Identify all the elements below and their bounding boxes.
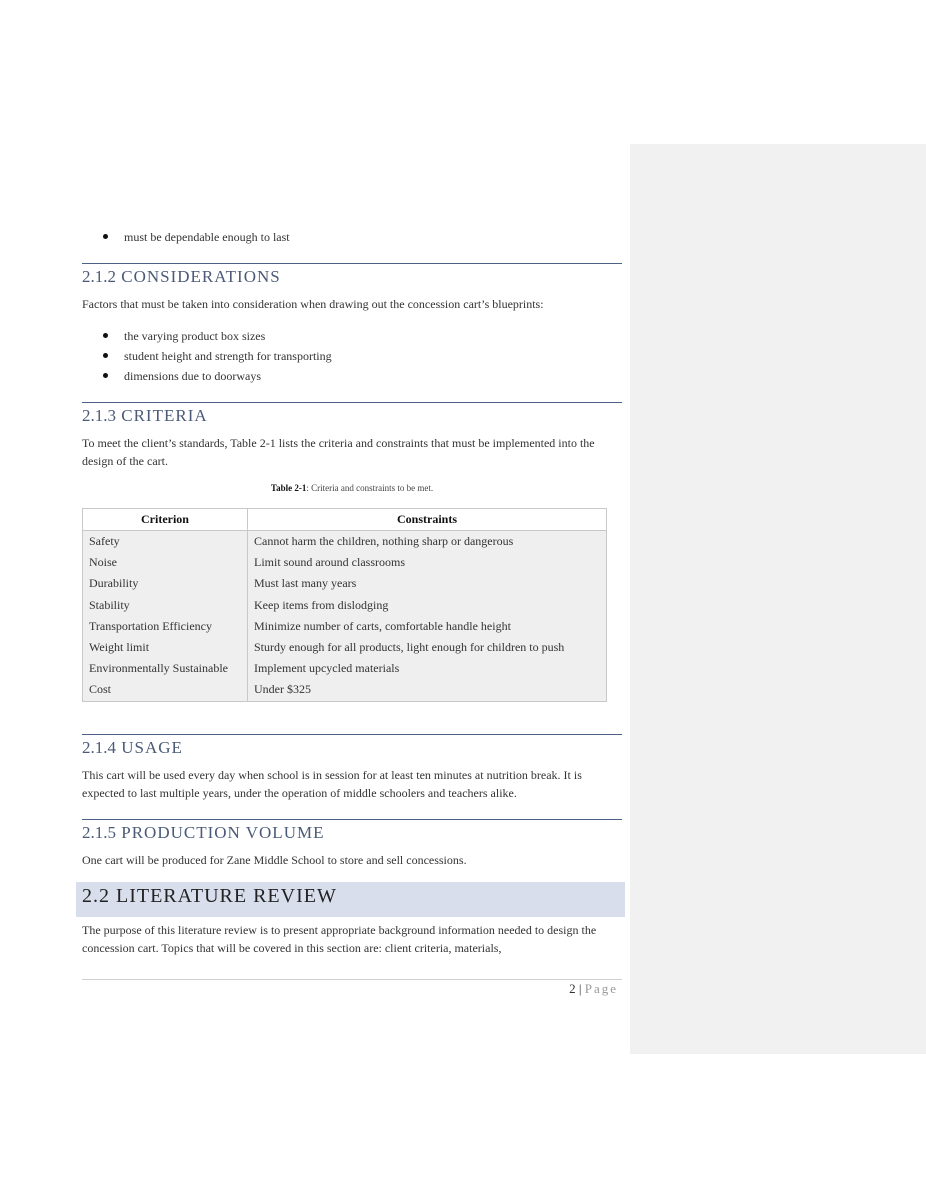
table-row — [83, 658, 607, 679]
table-row — [83, 679, 607, 701]
literature-review-paragraph: The purpose of this literature review is to present appropriate background information needed to design the concession cart. Topics that will be covered in this section are: client criteria, materials, — [82, 923, 597, 955]
criterion-cell: Noise — [83, 552, 248, 573]
list-item: dimensions due to doorways — [82, 366, 622, 386]
page-label: Page — [584, 981, 618, 996]
section-title: USAGE — [121, 738, 183, 757]
constraint-cell: Keep items from dislodging — [248, 595, 607, 616]
usage-paragraph: This cart will be used every day when school is in session for at least ten minutes at nutrition break. It is expected to last multiple years, under the operation of middle schoolers and teachers alike. — [82, 768, 582, 800]
table-row — [83, 531, 607, 553]
constraint-cell: Sturdy enough for all products, light enough for children to push — [248, 637, 607, 658]
page-footer — [569, 981, 618, 997]
criterion-cell: Weight limit — [83, 637, 248, 658]
section-number: 2.1.5 — [82, 823, 116, 842]
constraint-cell: Under $325 — [248, 679, 607, 701]
section-rule — [82, 819, 622, 820]
considerations-bullet-list — [82, 326, 622, 386]
constraint-cell: Limit sound around classrooms — [248, 552, 607, 573]
intro-bullet-list — [82, 227, 622, 247]
section-heading-criteria — [82, 406, 208, 426]
table-row — [83, 637, 607, 658]
table-row — [83, 595, 607, 616]
table-caption-label: Table 2-1 — [270, 483, 307, 493]
constraint-cell: Cannot harm the children, nothing sharp or dangerous — [248, 531, 607, 553]
section-rule — [82, 734, 622, 735]
section-heading-production-volume — [82, 823, 324, 843]
criteria-table — [82, 508, 607, 702]
criterion-cell: Transportation Efficiency — [83, 616, 248, 637]
footer-rule — [82, 979, 622, 980]
section-title: LITERATURE REVIEW — [116, 885, 337, 907]
criterion-cell: Durability — [83, 573, 248, 594]
section-heading-literature-review — [82, 885, 337, 908]
list-item: student height and strength for transporting — [82, 346, 622, 366]
footer-separator: | — [578, 981, 582, 996]
column-header-constraints: Constraints — [248, 509, 607, 531]
table-header-row — [83, 509, 607, 531]
production-volume-paragraph: One cart will be produced for Zane Middle School to store and sell concessions. — [82, 853, 467, 867]
section-heading-usage — [82, 738, 183, 758]
list-item: the varying product box sizes — [82, 326, 622, 346]
constraint-cell: Minimize number of carts, comfortable handle height — [248, 616, 607, 637]
criterion-cell: Environmentally Sustainable — [83, 658, 248, 679]
table-caption — [82, 483, 622, 493]
criteria-paragraph: To meet the client’s standards, Table 2-1 lists the criteria and constraints that must be implemented into the design of the cart. — [82, 436, 595, 468]
section-rule — [82, 263, 622, 264]
table-row — [83, 552, 607, 573]
constraint-cell: Implement upcycled materials — [248, 658, 607, 679]
section-title: CONSIDERATIONS — [121, 267, 281, 286]
criterion-cell: Stability — [83, 595, 248, 616]
criterion-cell: Cost — [83, 679, 248, 701]
table-row — [83, 573, 607, 594]
section-number: 2.1.3 — [82, 406, 116, 425]
section-number: 2.2 — [82, 885, 110, 907]
page-number: 2 — [569, 981, 576, 996]
section-title: PRODUCTION VOLUME — [121, 823, 325, 842]
section-heading-considerations — [82, 267, 281, 287]
considerations-paragraph: Factors that must be taken into consideration when drawing out the concession cart’s blueprints: — [82, 297, 544, 311]
table-caption-text: : Criteria and constraints to be met. — [306, 483, 434, 493]
section-title: CRITERIA — [121, 406, 208, 425]
comment-margin-panel — [630, 144, 926, 1054]
criterion-cell: Safety — [83, 531, 248, 553]
table-row — [83, 616, 607, 637]
column-header-criterion: Criterion — [83, 509, 248, 531]
section-number: 2.1.2 — [82, 267, 116, 286]
list-item: must be dependable enough to last — [82, 227, 622, 247]
section-rule — [82, 402, 622, 403]
section-number: 2.1.4 — [82, 738, 116, 757]
constraint-cell: Must last many years — [248, 573, 607, 594]
